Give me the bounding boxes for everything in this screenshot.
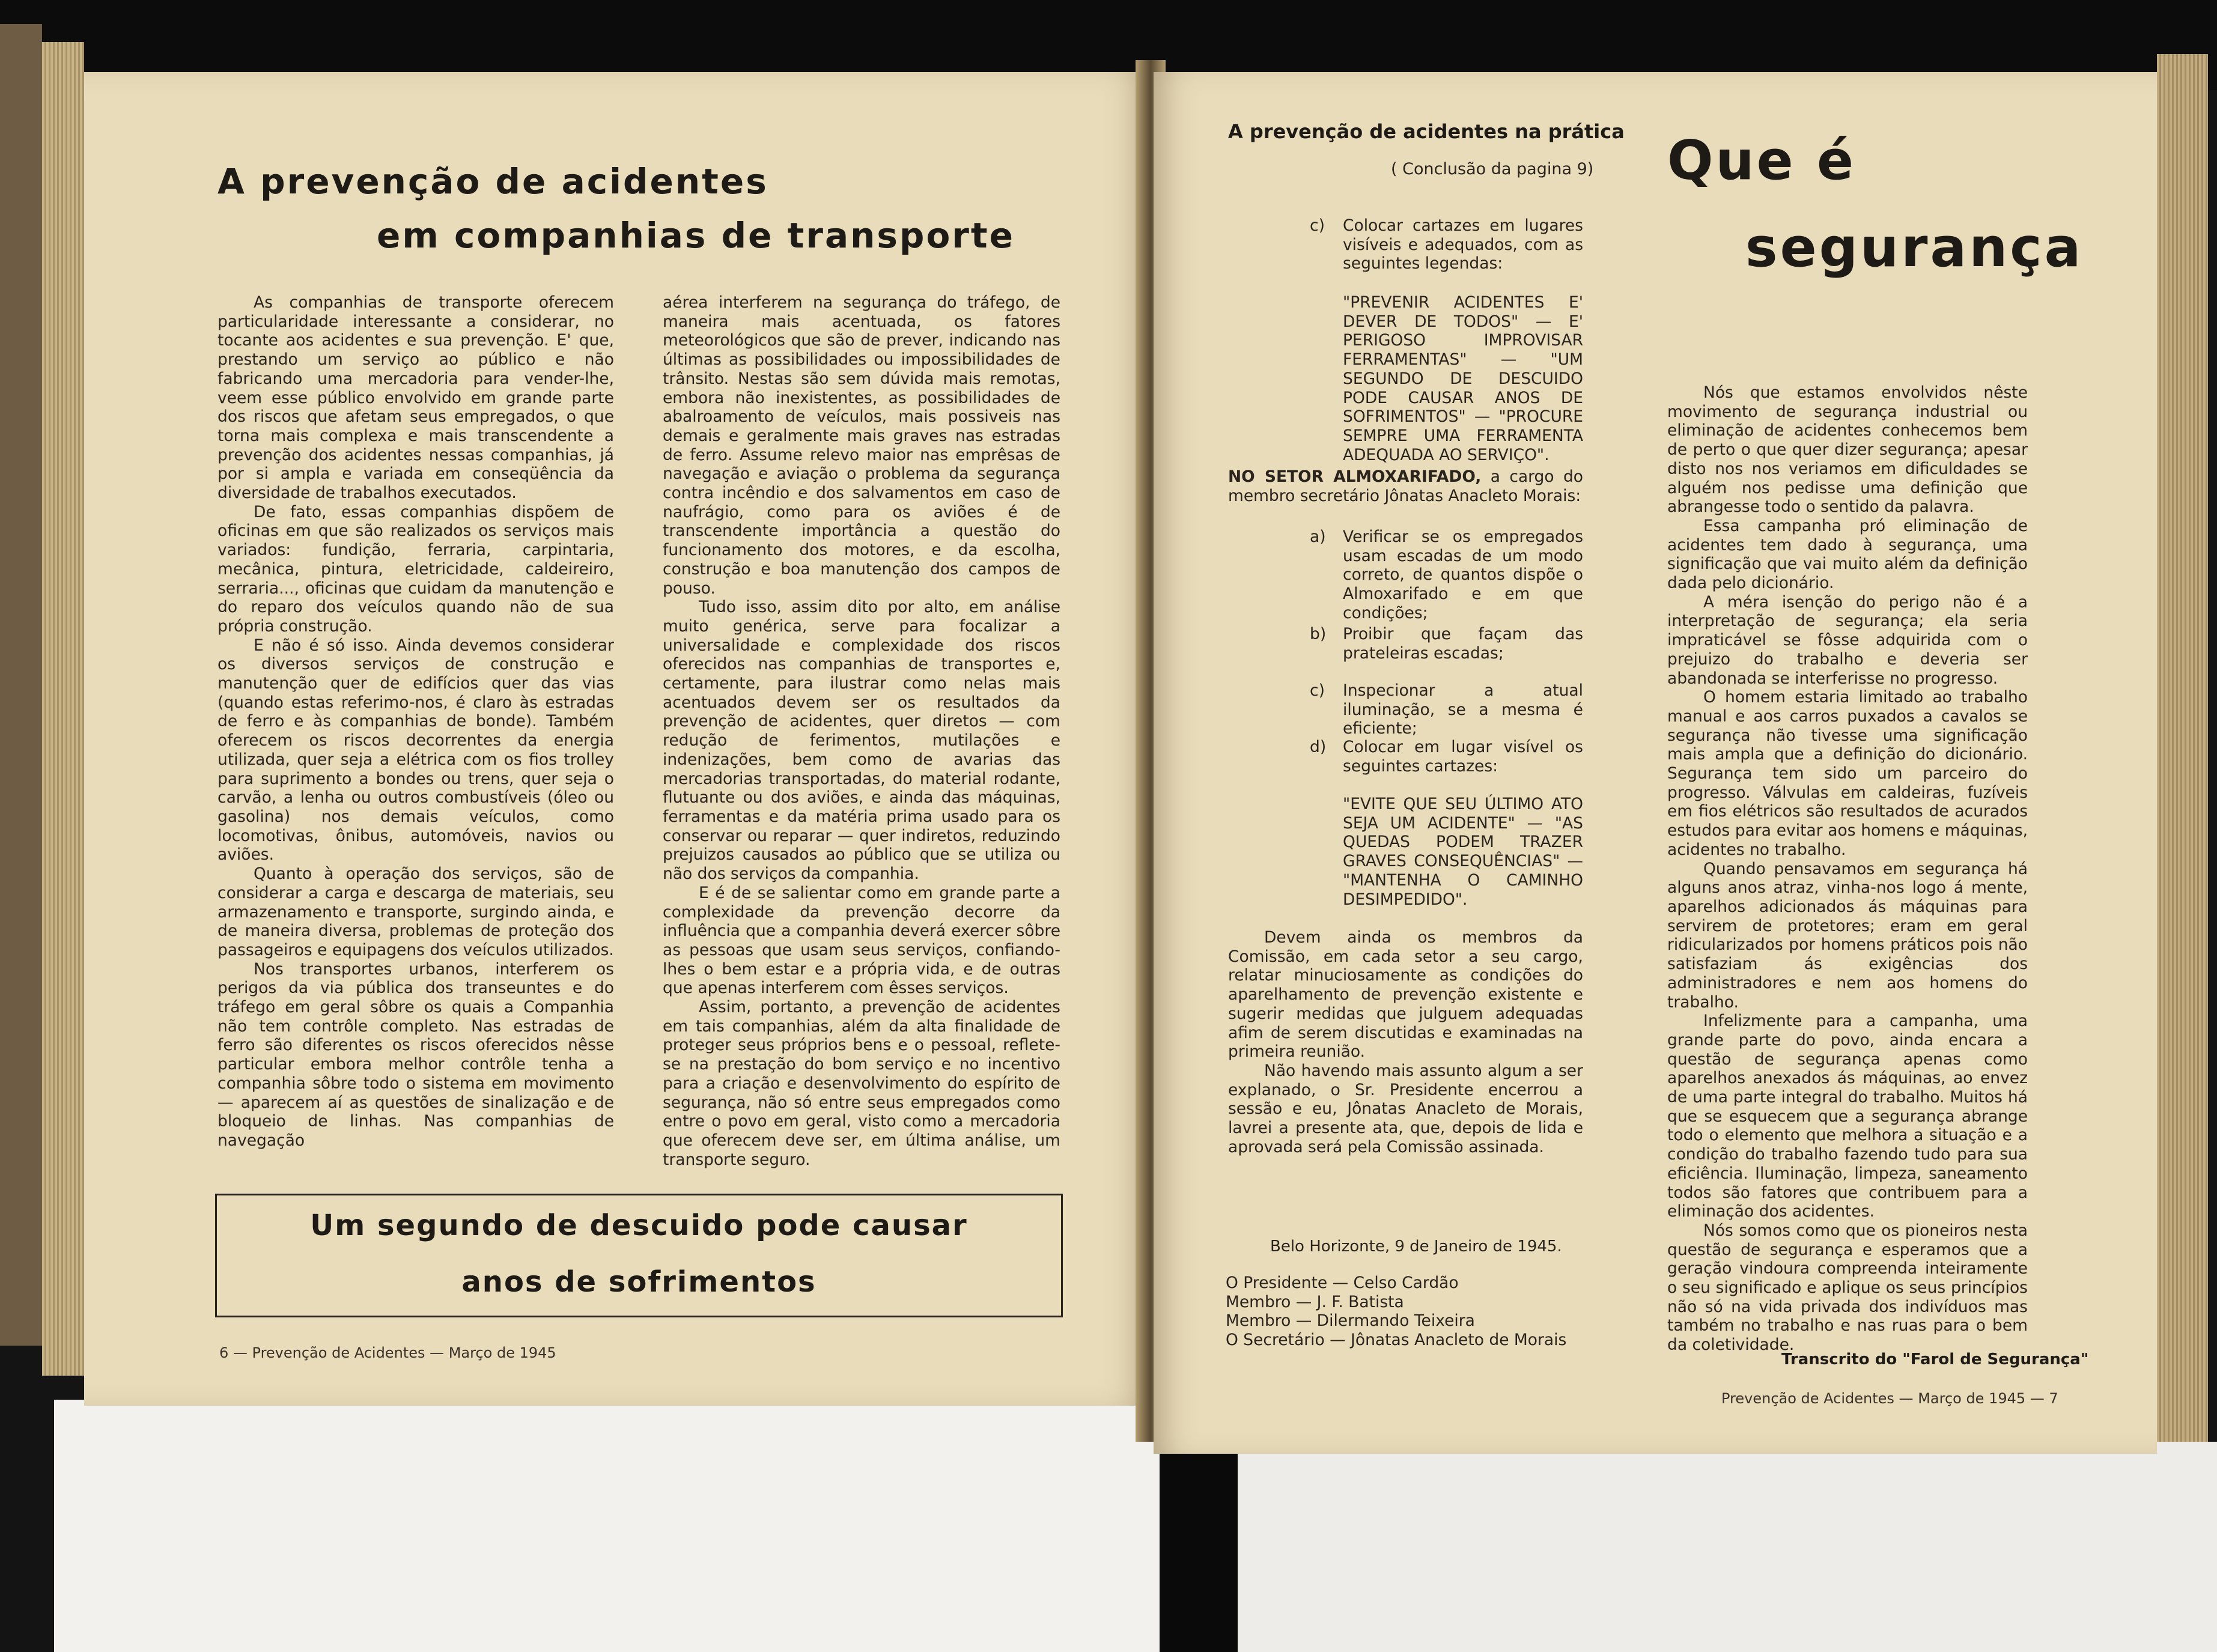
- white-background-left: [54, 1400, 1160, 1652]
- signature-line: O Presidente — Celso Cardão: [1226, 1274, 1459, 1292]
- left-column-2: [663, 293, 1060, 1169]
- item-label: d): [1310, 738, 1327, 756]
- slogan-line1: Um segundo de descuido pode causar: [310, 1209, 968, 1242]
- paragraph: Infelizmente para a campanha, uma grande parte do povo, ainda encara a questão de segurança apenas como aparelhos anexados ás máquinas, ao envez de uma parte integral do trabalho. Muitos há que se esquecem que a segurança abrange todo o elemento que melhora a situação e a condição do trabalho fazendo tudo para sua eficiência. Iluminação, limpeza, saneamento todos são fatores que contribuem para a eliminação dos acidentes.: [1667, 1012, 2028, 1221]
- paragraph: aérea interferem na segurança do tráfego, de maneira mais acentuada, os fatores meteorológicos que são de prever, indicando nas últimas as possibilidades ou impossibilidades de trânsito. Nestas são sem dúvida mais remotas, embora não inexistentes, as possibilidades de abalroamento de veículos, mais possiveis nas demais e geralmente mais graves nas estradas de ferro. Assume relevo maior nas emprêsas de navegação e aviação o problema da segurança contra incêndio e dos salvamentos em caso de naufrágio, como para os aviões é de transcendente importância a questão do funcionamento dos motores, e da escolha, construção e boa manutenção dos campos de pouso.: [663, 293, 1060, 598]
- seguranca-column: [1667, 383, 2028, 1355]
- item-text: Colocar cartazes em lugares visíveis e adequados, com as seguintes legendas:: [1343, 216, 1583, 273]
- signature-line: Membro — J. F. Batista: [1226, 1292, 1404, 1311]
- setor-text: a cargo do membro secretário Jônatas Anacleto Morais:: [1228, 467, 1583, 505]
- item-text: Verificar se os empregados usam escadas de um modo correto, de quantos dispõe o Almoxarifado e em que condições;: [1343, 527, 1583, 622]
- paragraph: De fato, essas companhias dispõem de oficinas em que são realizados os serviços mais variados: fundição, ferraria, carpintaria, mecânica, pintura, eletricidade, caldeireiro, serraria..., oficinas que cuidam da manutenção e do reparo dos veículos quando não de sua própria construção.: [217, 502, 614, 636]
- paragraph: Quando pensavamos em segurança há alguns anos atraz, vinha-nos logo á mente, aparelhos adicionados ás máquinas para servirem de protetores; eram em geral ridicularizados por homens práticos pois não satisfaziam ás exigências dos administradores e nem aos homens do trabalho.: [1667, 859, 2028, 1012]
- item-label: a): [1310, 527, 1326, 546]
- article-title-line1: A prevenção de acidentes: [217, 161, 768, 202]
- paragraph: Não havendo mais assunto algum a ser explanado, o Sr. Presidente encerrou a sessão e eu, Jônatas Anacleto de Morais, lavrei a presente ata, que, depois de lida e aprovada será pela Comissão assinada.: [1228, 1061, 1583, 1156]
- page-footer-right: Prevenção de Acidentes — Março de 1945 — 7: [1721, 1390, 2058, 1407]
- paragraph: O homem estaria limitado ao trabalho manual e aos carros puxados a cavalos se segurança não tivesse uma significação mais ampla que a definição do dicionário. Segurança tem sido um parceiro do progresso. Válvulas em caldeiras, fuzíveis em fios elétricos são resultados de acurados estudos para evitar aos homens e máquinas, acidentes no trabalho.: [1667, 688, 2028, 859]
- left-page: [84, 72, 1148, 1406]
- paragraph: E é de se salientar como em grande parte a complexidade da prevenção decorre da influência que a companhia deverá exercer sôbre as pessoas que usam seus serviços, confiando-lhes o bem estar e a própria vida, e de outras que apenas interferem com êsses serviços.: [663, 883, 1060, 998]
- page-stack-left: [42, 42, 84, 1376]
- paragraph: Assim, portanto, a prevenção de acidentes em tais companhias, além da alta finalidade de proteger seus próprios bens e o pessoal, reflete-se na prestação do bom serviço e no incentivo para a criação e desenvolvimento do espírito de segurança, não só entre seus empregados como entre o povo em geral, visto como a mercadoria que oferecem deve ser, em última análise, um transporte seguro.: [663, 998, 1060, 1169]
- item-text: Proibir que façam das prateleiras escadas;: [1343, 625, 1583, 663]
- article-title-seguranca: segurança: [1745, 216, 2084, 279]
- item-text: Inspecionar a atual iluminação, se a mesma é eficiente;: [1343, 681, 1583, 738]
- paragraph: Devem ainda os membros da Comissão, em cada setor a seu cargo, relatar minuciosamente as condições do aparelhamento de prevenção existente e sugerir medidas que julguem adequadas afim de serem discutidas e examinadas na primeira reunião.: [1228, 928, 1583, 1061]
- article-title-que-e: Que é: [1667, 129, 1856, 192]
- list-item-a: [1310, 527, 1583, 622]
- article-title-line2: em companhias de transporte: [377, 215, 1015, 256]
- poster-quote-2: [1343, 795, 1583, 909]
- quote-text: "EVITE QUE SEU ÚLTIMO ATO SEJA UM ACIDENTE" — "AS QUEDAS PODEM TRAZER GRAVES CONSEQUÊNCIAS" — "MANTENHA O CAMINHO DESIMPEDIDO".: [1343, 795, 1583, 909]
- continuation-subheading: ( Conclusão da pagina 9): [1391, 160, 1594, 178]
- signature-line: O Secretário — Jônatas Anacleto de Morais: [1226, 1331, 1567, 1350]
- paragraph: As companhias de transporte oferecem particularidade interessante a considerar, no tocante aos acidentes e sua prevenção. E' que, prestando um serviço ao público e não fabricando uma mercadoria para vender-lhe, veem esse público envolvido em grande parte dos riscos que afetam seus empregados, o que torna mais complexa e mais transcendente a prevenção dos acidentes nessas companhias, já por si ampla e variada em conseqüência da diversidade de trabalhos executados.: [217, 293, 614, 503]
- paragraph: Nós somos como que os pioneiros nesta questão de segurança e esperamos que a geração vindoura compreenda inteiramente o seu significado e aplique os seus princípios não só na vida privada dos indivíduos mas também no trabalho e nas ruas para o bem da coletividade.: [1667, 1221, 2028, 1355]
- paragraph: Tudo isso, assim dito por alto, em análise muito genérica, serve para focalizar a universalidade e complexidade dos riscos oferecidos nas companhias de transportes e, certamente, para ilustrar como nelas mais acentuados devem ser os resultados da prevenção de acidentes, quer diretos — com redução de ferimentos, mutilações e indenizações, bem como de avarias das mercadorias transportadas, do material rodante, flutuante ou dos aviões, e ainda das máquinas, ferramentas e da matéria prima usado para os conservar ou reparar — quer indiretos, reduzindo prejuizos causados ao público que se utiliza ou não dos serviços da companhia.: [663, 598, 1060, 884]
- paragraph: Nos transportes urbanos, interferem os perigos da via pública dos transeuntes e do tráfego em geral sôbre os quais a Companhia não tem contrôle completo. Nas estradas de ferro são diferentes os riscos oferecidos nêsse particular embora melhor contrôle tenha a companhia sôbre todo o sistema em movimento — aparecem aí as questões de sinalização e de bloqueio de linhas. Nas companhias de navegação: [217, 959, 614, 1150]
- paragraph: A méra isenção do perigo não é a interpretação de segurança; ela seria impraticável se fôsse adquirida com o prejuizo do trabalho e deveria ser abandonada se interferisse no progresso.: [1667, 592, 2028, 688]
- slogan-line2: anos de sofrimentos: [461, 1265, 817, 1299]
- white-background-right: [1238, 1442, 2217, 1652]
- item-label: c): [1310, 216, 1325, 235]
- signatures: [1226, 1274, 1610, 1350]
- left-column-1: [217, 293, 614, 1150]
- setor-heading: NO SETOR ALMOXARIFADO,: [1228, 467, 1482, 486]
- setor-almoxarifado: [1228, 467, 1583, 505]
- date-line: Belo Horizonte, 9 de Janeiro de 1945.: [1270, 1237, 1562, 1256]
- slogan-box: [215, 1194, 1063, 1317]
- page-footer-left: 6 — Prevenção de Acidentes — Março de 1945: [219, 1344, 556, 1361]
- closing-paragraphs: [1228, 928, 1583, 1156]
- paragraph: Nós que estamos envolvidos nêste movimento de segurança industrial ou eliminação de acidentes conhecemos bem de perto o que quer dizer segurança; apesar disto nos nos veriamos em dificuldades se alguém nos pedisse uma definição que abrangesse todo o sentido da palavra.: [1667, 383, 2028, 517]
- credit-line: Transcrito do "Farol de Segurança": [1781, 1350, 2089, 1368]
- paragraph: E não é só isso. Ainda devemos considerar os diversos serviços de construção e manutenção quer de edifícios quer das vias (quando estas referimo-nos, é claro às estradas de ferro e às companhias de bonde). Também oferecem os riscos decorrentes da energia utilizada, quer seja a elétrica com os fios trolley para suprimento a bondes ou trens, quer seja o carvão, a lenha ou outros combustíveis (óleo ou gasolina) nos demais veículos, como locomotivas, ônibus, automóveis, navios ou aviões.: [217, 636, 614, 864]
- poster-quote-1: [1343, 293, 1583, 464]
- signature-line: Membro — Dilermando Teixeira: [1226, 1311, 1475, 1331]
- page-stack-right: [2157, 54, 2208, 1448]
- item-label: b): [1310, 625, 1327, 643]
- paragraph: Quanto à operação dos serviços, são de considerar a carga e descarga de materiais, seu armazenamento e transporte, surgindo ainda, e de maneira diversa, problemas de proteção dos passageiros e equipagens dos veículos utilizados.: [217, 864, 614, 959]
- book-cover-edge: [0, 24, 42, 1346]
- quote-text: "PREVENIR ACIDENTES E' DEVER DE TODOS" — E' PERIGOSO IMPROVISAR FERRAMENTAS" — "UM SEGUNDO DE DESCUIDO PODE CAUSAR ANOS DE SOFRIMENTOS" — "PROCURE SEMPRE UMA FERRAMENTA ADEQUADA AO SERVIÇO".: [1343, 293, 1583, 464]
- continuation-heading: A prevenção de acidentes na prática: [1228, 120, 1625, 143]
- right-page: [1154, 72, 2157, 1454]
- item-label: c): [1310, 681, 1325, 700]
- item-text: Colocar em lugar visível os seguintes cartazes:: [1343, 738, 1583, 776]
- paragraph: Essa campanha pró eliminação de acidentes tem dado à segurança, uma significação que vai muito além da definição dada pelo dicionário.: [1667, 516, 2028, 593]
